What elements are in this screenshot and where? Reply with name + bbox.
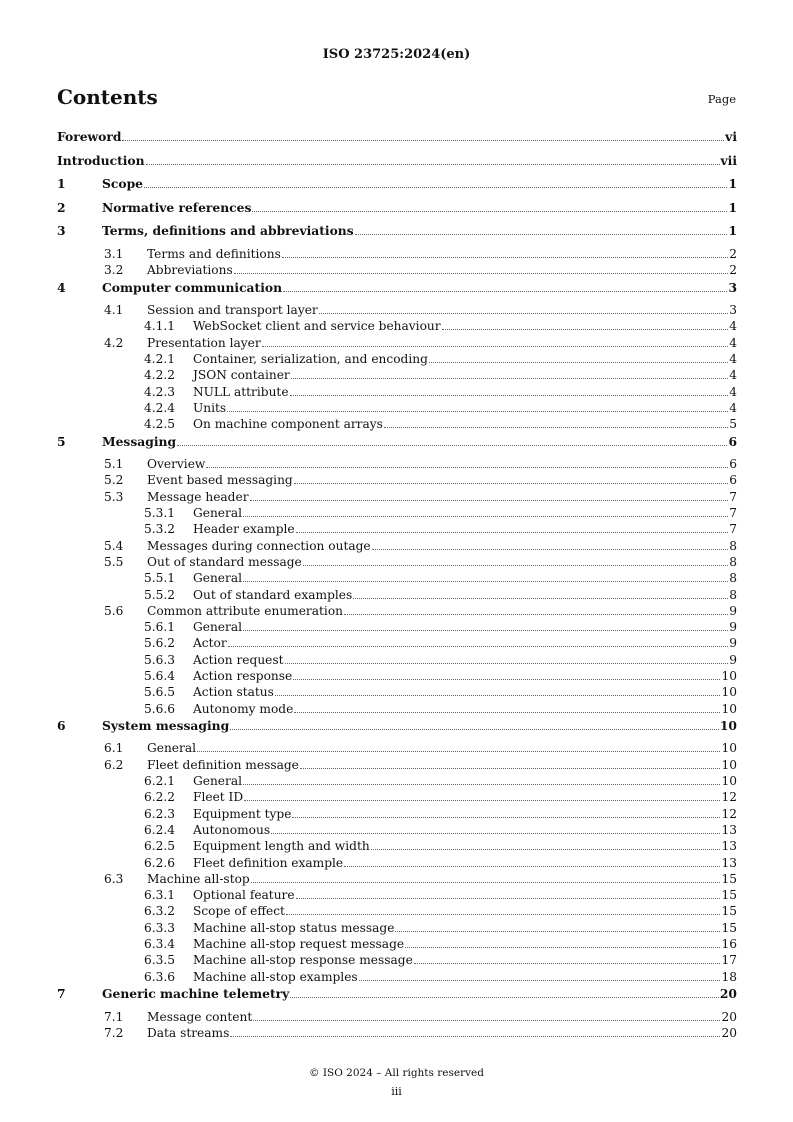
toc-entry-page: 9 (729, 620, 737, 635)
toc-entry-title: Overview (147, 457, 206, 472)
toc-entry[interactable] (57, 701, 737, 717)
toc-entry-title: Data streams (147, 1025, 230, 1040)
toc-entry-title: General (193, 506, 242, 521)
toc-entry[interactable] (57, 570, 737, 586)
toc-entry-page: 4 (729, 335, 737, 350)
toc-entry[interactable] (57, 903, 737, 919)
toc-entry-page: 20 (719, 985, 737, 1001)
dot-leader (293, 678, 720, 680)
dot-leader (250, 499, 729, 501)
toc-entry-title: Machine all-stop examples (193, 969, 358, 984)
dot-leader (300, 767, 721, 769)
toc-entry-page: 2 (729, 246, 737, 261)
toc-entry-page: 10 (721, 757, 737, 772)
dot-leader (405, 946, 720, 948)
page-number: iii (391, 1085, 402, 1098)
toc-entry-title: Machine all-stop request message (193, 937, 405, 952)
toc-entry-title: Message header (147, 489, 249, 504)
toc-entry-title: Message content (147, 1009, 253, 1024)
toc-entry-page: 8 (729, 538, 737, 553)
toc-entry[interactable] (57, 416, 737, 432)
copyright-notice: © ISO 2024 – All rights reserved (309, 1067, 484, 1079)
toc-entry-title: WebSocket client and service behaviour (193, 319, 441, 334)
toc-entry-number: 5.6 (104, 603, 124, 618)
toc-entry-page: 17 (721, 953, 737, 968)
toc-entry[interactable] (57, 472, 737, 488)
toc-entry[interactable] (57, 668, 737, 684)
dot-leader (271, 832, 720, 834)
toc-entry-title: Autonomy mode (193, 701, 294, 716)
toc-entry-page: 10 (719, 717, 737, 733)
dot-leader (429, 361, 728, 363)
toc-entry[interactable] (57, 789, 737, 805)
toc-entry-title: Header example (193, 522, 295, 537)
toc-entry-page: 13 (721, 839, 737, 854)
toc-entry-title: Common attribute enumeration (147, 603, 344, 618)
toc-entry-page: 9 (729, 652, 737, 667)
toc-entry-page: 20 (721, 1025, 737, 1040)
toc-entry-title: Terms, definitions and abbreviations (102, 223, 354, 239)
toc-entry-page: 3 (728, 279, 737, 295)
toc-entry[interactable] (57, 456, 737, 472)
toc-entry-title: Scope (102, 176, 143, 192)
toc-entry[interactable] (57, 603, 737, 619)
toc-entry-page: vii (720, 152, 737, 168)
toc-entry-number: 4.2.5 (144, 417, 176, 432)
dot-leader (286, 913, 721, 915)
toc-entry-number: 5.4 (104, 538, 124, 553)
dot-leader (296, 897, 721, 899)
dot-leader (243, 629, 728, 631)
toc-entry-page: 13 (721, 855, 737, 870)
toc-entry-page: 1 (728, 176, 737, 192)
dot-leader (414, 962, 721, 964)
toc-entry-title: Introduction (57, 152, 145, 168)
dot-leader (234, 272, 729, 274)
toc-entry-page: 9 (729, 636, 737, 651)
toc-entry-title: Optional feature (193, 888, 295, 903)
toc-entry-page: 4 (729, 400, 737, 415)
dot-leader (296, 531, 729, 533)
toc-entry[interactable] (57, 773, 737, 789)
toc-entry-page: 5 (729, 417, 737, 432)
toc-entry-page: 7 (729, 489, 737, 504)
toc-entry-number: 6.3.3 (144, 920, 176, 935)
toc-entry-title: Terms and definitions (147, 246, 281, 261)
toc-entry-number: 3 (57, 223, 66, 239)
toc-entry-number: 6.2.2 (144, 790, 176, 805)
dot-leader (384, 426, 728, 428)
toc-entry[interactable] (57, 554, 737, 570)
toc-entry-page: 15 (721, 920, 737, 935)
toc-entry[interactable] (57, 302, 737, 318)
toc-entry-page: 18 (721, 969, 737, 984)
dot-leader (251, 881, 721, 883)
dot-leader (243, 515, 728, 517)
toc-entry-page: 16 (721, 937, 737, 952)
toc-entry-title: General (193, 774, 242, 789)
dot-leader (253, 1019, 720, 1021)
dot-leader (197, 750, 720, 752)
toc-entry[interactable] (57, 1009, 737, 1025)
toc-entry[interactable] (57, 128, 737, 152)
toc-entry-title: Foreword (57, 129, 122, 144)
dot-leader (359, 979, 721, 981)
toc-entry-title: Messages during connection outage (147, 538, 371, 553)
toc-entry[interactable] (57, 619, 737, 635)
toc-entry-number: 5.5.1 (144, 571, 176, 586)
toc-entry-title: Action status (193, 685, 274, 700)
toc-entry[interactable] (57, 887, 737, 903)
toc-entry-page: 4 (729, 384, 737, 399)
toc-entry-page: 4 (729, 352, 737, 367)
toc-entry-number: 4.2.4 (144, 400, 176, 415)
toc-entry-number: 6.2.1 (144, 774, 176, 789)
toc-entry-number: 5.6.4 (144, 668, 176, 683)
toc-entry[interactable] (57, 652, 737, 668)
toc-entry-title: Normative references (102, 199, 252, 215)
toc-entry-number: 3.2 (104, 263, 124, 278)
toc-entry-title: Generic machine telemetry (102, 985, 290, 1001)
page-column-label: Page (707, 92, 736, 106)
toc-entry[interactable] (57, 806, 737, 822)
toc-entry-number: 5.1 (104, 457, 124, 472)
toc-entry-page: 2 (729, 263, 737, 278)
toc-entry[interactable] (57, 855, 737, 871)
toc-entry-title: Equipment type (193, 806, 292, 821)
toc-entry-title: Out of standard message (147, 554, 302, 569)
toc-entry[interactable] (57, 740, 737, 756)
dot-leader (319, 312, 728, 314)
dot-leader (294, 711, 720, 713)
toc-entry-number: 6.2.6 (144, 855, 176, 870)
toc-entry-title: Autonomous (193, 822, 271, 837)
toc-entry[interactable] (57, 822, 737, 838)
toc-entry-page: 15 (721, 904, 737, 919)
toc-entry[interactable] (57, 222, 737, 246)
toc-entry-page: 8 (729, 571, 737, 586)
toc-entry[interactable] (57, 757, 737, 773)
toc-entry[interactable] (57, 717, 737, 741)
toc-entry-page: 12 (721, 790, 737, 805)
toc-entry-number: 6.2.3 (144, 806, 176, 821)
toc-entry-page: 7 (729, 522, 737, 537)
toc-entry-number: 6.1 (104, 741, 124, 756)
toc-entry[interactable] (57, 152, 737, 176)
toc-entry-number: 4.2 (104, 335, 124, 350)
toc-entry-page: 8 (729, 587, 737, 602)
dot-leader (275, 694, 721, 696)
toc-entry-title: Messaging (102, 433, 177, 449)
toc-entry-number: 7 (57, 985, 66, 1001)
toc-entry[interactable] (57, 489, 737, 505)
toc-entry-title: Abbreviations (147, 263, 233, 278)
dot-leader (372, 548, 729, 550)
dot-leader (282, 256, 728, 258)
toc-entry[interactable] (57, 952, 737, 968)
toc-entry-title: JSON container (193, 368, 290, 383)
dot-leader (292, 816, 720, 818)
toc-entry-number: 5.3.2 (144, 522, 176, 537)
toc-entry-title: General (147, 741, 196, 756)
dot-leader (395, 930, 720, 932)
toc-entry-title: Session and transport layer (147, 303, 318, 318)
toc-entry[interactable] (57, 871, 737, 887)
toc-entry-number: 4.1 (104, 303, 124, 318)
toc-entry-title: Units (193, 400, 227, 415)
toc-entry-title: Container, serialization, and encoding (193, 352, 428, 367)
toc-entry-page: 3 (729, 303, 737, 318)
toc-entry[interactable] (57, 538, 737, 554)
dot-leader (177, 444, 727, 446)
dot-leader (303, 564, 729, 566)
toc-entry[interactable] (57, 175, 737, 199)
toc-entry[interactable] (57, 384, 737, 400)
toc-entry-page: 9 (729, 603, 737, 618)
toc-entry-title: General (193, 620, 242, 635)
toc-entry[interactable] (57, 262, 737, 278)
toc-entry-page: 10 (721, 668, 737, 683)
dot-leader (206, 466, 728, 468)
toc-entry-page: 6 (729, 457, 737, 472)
toc-entry-number: 6.3.2 (144, 904, 176, 919)
toc-entry-page: 13 (721, 822, 737, 837)
toc-entry-number: 4.2.2 (144, 368, 176, 383)
dot-leader (262, 345, 729, 347)
toc-entry[interactable] (57, 318, 737, 334)
dot-leader (344, 613, 728, 615)
toc-entry-title: Action request (193, 652, 284, 667)
toc-entry-title: Fleet ID (193, 790, 244, 805)
toc-entry-title: Presentation layer (147, 335, 261, 350)
toc-entry-title: Scope of effect (193, 904, 285, 919)
dot-leader (146, 163, 720, 165)
toc-entry-number: 5.6.1 (144, 620, 176, 635)
dot-leader (243, 783, 720, 785)
dot-leader (353, 597, 728, 599)
toc-entry-number: 4.2.1 (144, 352, 176, 367)
toc-entry-number: 4 (57, 279, 66, 295)
dot-leader (290, 394, 729, 396)
toc-entry-title: Fleet definition message (147, 757, 299, 772)
dot-leader (344, 865, 720, 867)
dot-leader (122, 139, 724, 141)
toc-entry[interactable] (57, 400, 737, 416)
toc-entry-number: 6.2.4 (144, 822, 176, 837)
toc-entry-number: 6.2 (104, 757, 124, 772)
toc-entry-number: 5.2 (104, 473, 124, 488)
toc-entry-number: 6.3.6 (144, 969, 176, 984)
toc-entry-page: 12 (721, 806, 737, 821)
contents-title: Contents (57, 85, 158, 109)
toc-entry-number: 5.6.5 (144, 685, 176, 700)
toc-entry[interactable] (57, 635, 737, 651)
toc-entry-title: Fleet definition example (193, 855, 344, 870)
toc-entry-number: 5.5 (104, 554, 124, 569)
toc-entry-number: 5.6.3 (144, 652, 176, 667)
toc-entry-page: 1 (728, 199, 737, 215)
toc-entry-title: General (193, 571, 242, 586)
toc-entry-page: 10 (721, 685, 737, 700)
toc-entry[interactable] (57, 367, 737, 383)
toc-entry-title: Event based messaging (147, 473, 293, 488)
toc-entry[interactable] (57, 684, 737, 700)
toc-entry[interactable] (57, 199, 737, 223)
toc-entry-number: 7.2 (104, 1025, 124, 1040)
dot-leader (252, 210, 727, 212)
dot-leader (294, 482, 729, 484)
toc-entry-title: Out of standard examples (193, 587, 353, 602)
toc-entry-page: 8 (729, 554, 737, 569)
toc-entry-page: 15 (721, 871, 737, 886)
toc-entry-page: 10 (721, 741, 737, 756)
toc-entry-title: On machine component arrays (193, 417, 383, 432)
dot-leader (442, 328, 729, 330)
toc-entry-page: 4 (729, 319, 737, 334)
toc-entry[interactable] (57, 246, 737, 262)
dot-leader (230, 728, 719, 730)
toc-entry-page: vi (725, 129, 737, 144)
dot-leader (230, 1035, 720, 1037)
toc-entry-number: 4.1.1 (144, 319, 176, 334)
toc-entry-number: 6.2.5 (144, 839, 176, 854)
toc-entry-number: 6.3.5 (144, 953, 176, 968)
toc-entry-title: Equipment length and width (193, 839, 370, 854)
dot-leader (355, 233, 728, 235)
toc-entry-page: 7 (729, 506, 737, 521)
toc-entry-number: 5.6.6 (144, 701, 176, 716)
toc-entry-title: Computer communication (102, 279, 283, 295)
toc-entry-number: 7.1 (104, 1009, 124, 1024)
toc-entry[interactable] (57, 920, 737, 936)
toc-entry[interactable] (57, 969, 737, 985)
toc-entry[interactable] (57, 587, 737, 603)
document-id: ISO 23725:2024(en) (322, 47, 471, 62)
toc-entry-title: Machine all-stop status message (193, 920, 395, 935)
toc-entry-number: 6.3.1 (144, 888, 176, 903)
dot-leader (228, 645, 729, 647)
toc-entry-number: 6.3 (104, 871, 124, 886)
toc-entry-number: 3.1 (104, 246, 124, 261)
dot-leader (144, 186, 727, 188)
toc-entry[interactable] (57, 351, 737, 367)
toc-entry-number: 5.6.2 (144, 636, 176, 651)
toc-entry-page: 1 (728, 223, 737, 239)
toc-entry-title: Action response (193, 668, 293, 683)
toc-entry-number: 5.3 (104, 489, 124, 504)
toc-entry-page: 10 (721, 701, 737, 716)
toc-entry-number: 5.5.2 (144, 587, 176, 602)
toc-entry[interactable] (57, 279, 737, 303)
toc-entry-number: 6 (57, 717, 66, 733)
toc-entry-page: 4 (729, 368, 737, 383)
dot-leader (285, 662, 729, 664)
toc-entry[interactable] (57, 838, 737, 854)
toc-entry-number: 5.3.1 (144, 506, 176, 521)
table-of-contents (57, 128, 737, 1041)
toc-entry-title: Machine all-stop response message (193, 953, 413, 968)
dot-leader (283, 290, 727, 292)
toc-entry[interactable] (57, 505, 737, 521)
toc-entry-page: 20 (721, 1009, 737, 1024)
toc-entry[interactable] (57, 1025, 737, 1041)
toc-entry-page: 6 (728, 433, 737, 449)
toc-entry-number: 1 (57, 176, 66, 192)
toc-entry[interactable] (57, 433, 737, 457)
dot-leader (227, 410, 728, 412)
toc-entry-page: 6 (729, 473, 737, 488)
dot-leader (244, 799, 720, 801)
toc-entry-title: System messaging (102, 717, 230, 733)
toc-entry[interactable] (57, 521, 737, 537)
toc-entry-title: Actor (193, 636, 227, 651)
toc-entry-number: 4.2.3 (144, 384, 176, 399)
dot-leader (371, 848, 721, 850)
toc-entry[interactable] (57, 335, 737, 351)
toc-entry[interactable] (57, 985, 737, 1009)
toc-entry-title: NULL attribute (193, 384, 289, 399)
toc-entry[interactable] (57, 936, 737, 952)
toc-entry-number: 6.3.4 (144, 937, 176, 952)
toc-entry-title: Machine all-stop (147, 871, 250, 886)
toc-entry-page: 15 (721, 888, 737, 903)
toc-entry-page: 10 (721, 774, 737, 789)
toc-entry-number: 2 (57, 199, 66, 215)
dot-leader (290, 996, 719, 998)
dot-leader (243, 580, 728, 582)
dot-leader (291, 377, 729, 379)
toc-entry-number: 5 (57, 433, 66, 449)
